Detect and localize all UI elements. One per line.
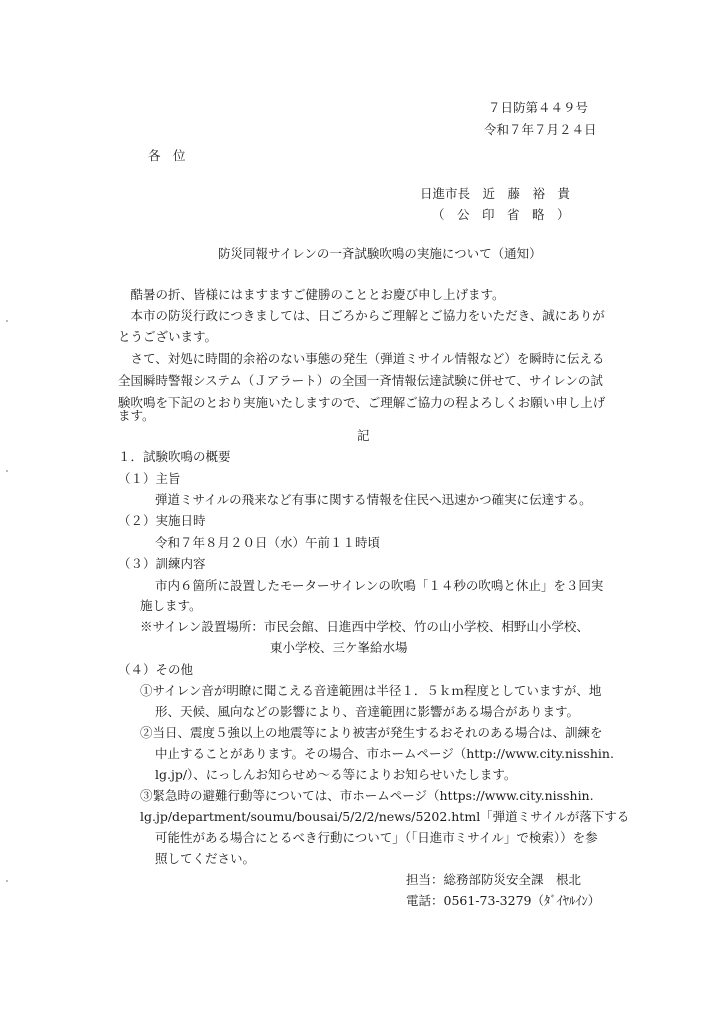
doc-number: ７日防第４４９号 [488,100,589,115]
item-text-content-line: 市内６箇所に設置したモーターサイレンの吹鳴「１４秒の吹鳴と休止」を３回実 [155,578,604,593]
item-label-content: （３）訓練内容 [118,556,206,571]
item-label-purpose: （１）主旨 [118,471,181,486]
paragraph-greeting: 酷暑の折、皆様にはますますご健勝のこととお慶び申し上げます。 [118,287,505,302]
item-text-purpose: 弾道ミサイルの飛来など有事に関する情報を住民へ迅速かつ確実に伝達する。 [155,492,592,507]
item-label-datetime: （２）実施日時 [118,513,206,528]
section-heading: １．試験吹鳴の概要 [118,449,231,464]
note-2-line: 中止することがあります。その場合、市ホームページ（http://www.city.nisshin. [155,746,614,761]
note-2-line: lg.jp/）、にっしんお知らせめ～る等によりお知らせいたします。 [155,767,517,782]
paragraph-main-line: 全国瞬時警報システム（Ｊアラート）の全国一斉情報伝達試験に併せて、サイレンの試 [118,373,603,388]
note-3-line: lg.jp/department/soumu/bousai/5/2/2/news/5202.html「弾道ミサイルが落下する [140,809,630,824]
recipient: 各 位 [148,148,186,163]
contact-phone: 電話：0561-73-3279（ﾀﾞｲﾔﾙｲﾝ） [406,893,601,908]
document-title: 防災同報サイレンの一斉試験吹鳴の実施について（通知） [218,246,542,261]
note-2-line: ②当日、震度５強以上の地震等により被害が発生するおそれのある場合は、訓練を [140,725,603,740]
item-label-other: （４）その他 [118,662,194,677]
paragraph-thanks-line: 本市の防災行政につきましては、日ごろからご理解とご協力をいただき、誠にありが [118,308,605,323]
paragraph-thanks-line: とうございます。 [118,329,218,344]
note-3-line: 可能性がある場合にとるべき行動について」（「日進市ミサイル」で検索））を参 [155,830,598,845]
paragraph-main-line: 験吹鳴を下記のとおり実施いたしますので、ご理解ご協力の程よろしくお願い申し上げ [118,395,606,410]
item-text-datetime: 令和７年８月２０日（水）午前１１時頃 [155,535,381,550]
contact-person: 担当：総務部防災安全課 根北 [406,872,582,887]
doc-date: 令和７年７月２４日 [484,122,597,137]
paragraph-main-line: ます。 [118,408,155,423]
sender: 日進市長 近 藤 裕 貴 [420,186,571,201]
paragraph-main-line: さて、対処に時間的余裕のない事態の発生（弾道ミサイル情報など）を瞬時に伝える [118,351,605,366]
siren-sites-line: 東小学校、三ケ峯給水場 [270,640,408,655]
note-1-line: ①サイレン音が明瞭に聞こえる音達範囲は半径１．５ｋｍ程度としていますが、地 [140,683,602,698]
ki-mark: 記 [357,428,370,443]
note-3-line: ③緊急時の避難行動等については、市ホームページ（https://www.city.nisshin. [140,788,594,803]
note-3-line: 照してください。 [155,851,256,866]
seal-note: （ 公 印 省 略 ） [432,207,570,222]
siren-sites-line: ※サイレン設置場所：市民会館、日進西中学校、竹の山小学校、相野山小学校、 [140,619,589,634]
item-text-content-line: 施します。 [140,598,202,613]
note-1-line: 形、天候、風向などの影響により、音達範囲に影響がある場合があります。 [155,704,580,719]
